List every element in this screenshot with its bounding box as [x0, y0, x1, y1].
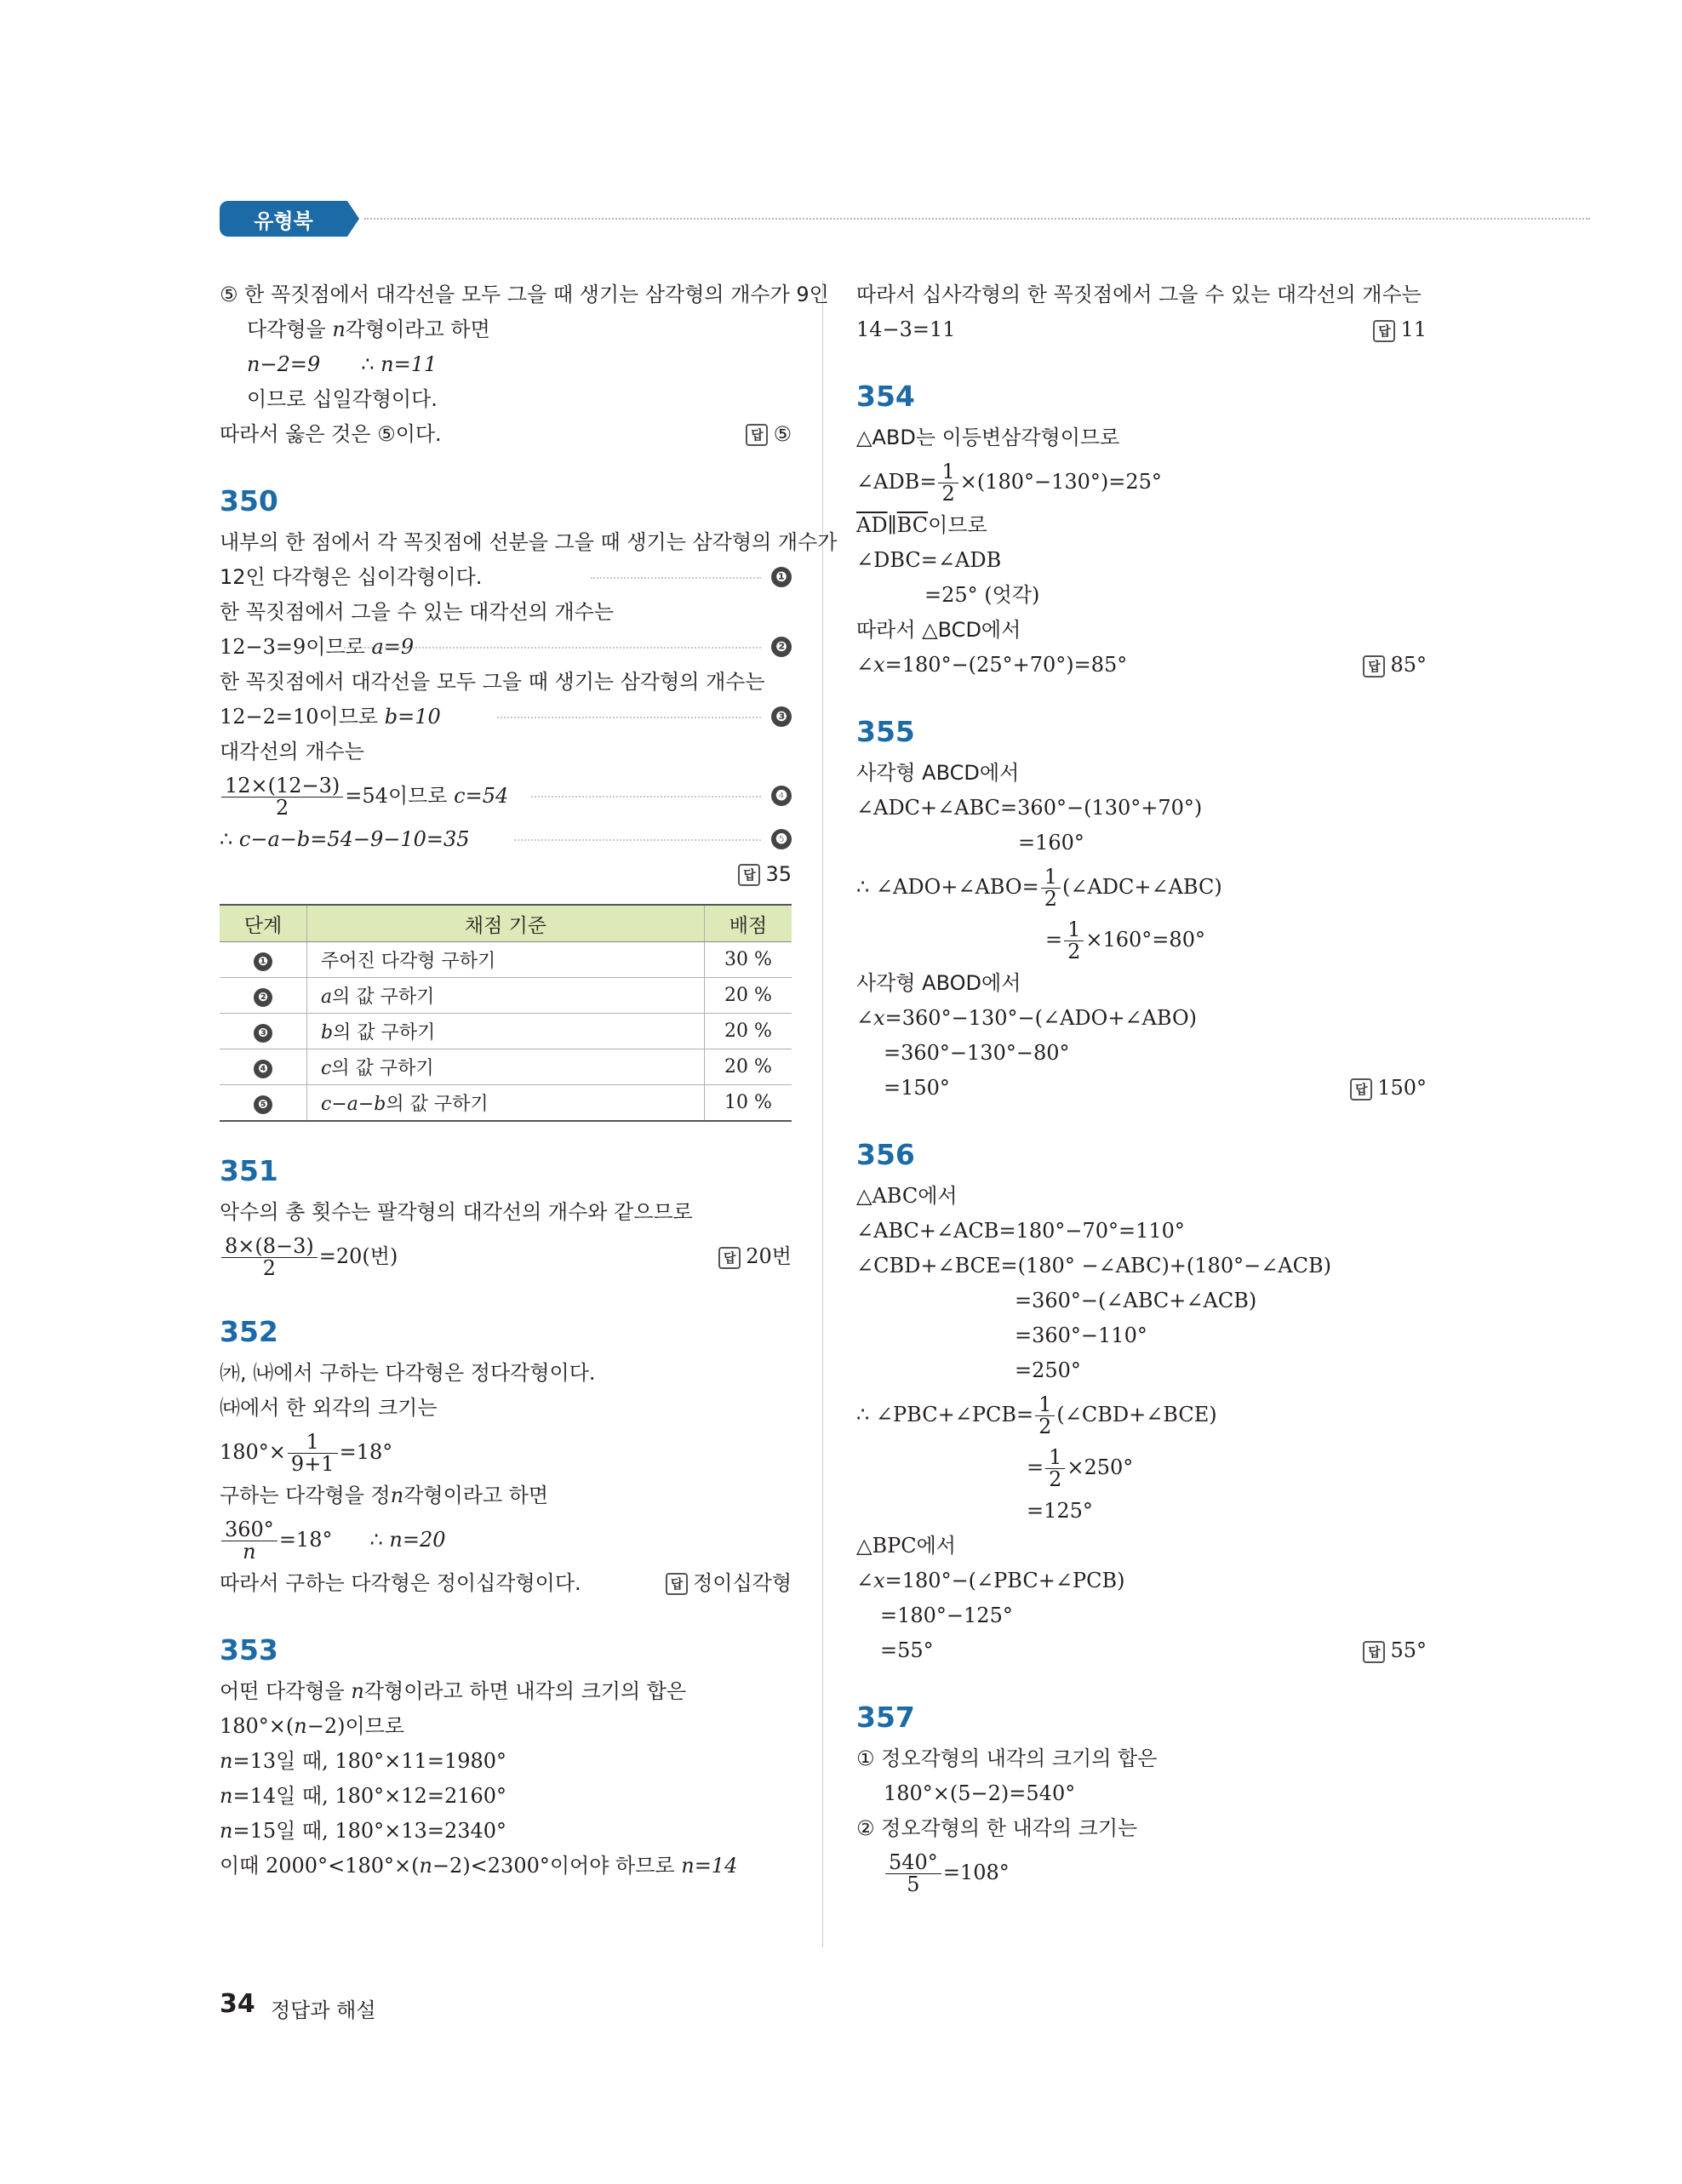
text-line: [220, 857, 792, 892]
equation-line: 180°× $\frac{1}{9+1}$ =18°: [220, 1429, 393, 1476]
equation-line: ∴ c−a−b=54−9−10=35 ❺: [220, 822, 792, 857]
answer-352: 답 정이십각형: [666, 1566, 792, 1601]
table-header: 단계: [220, 905, 307, 942]
equation-line: $\frac{360^\circ}{n}$ =18° ∴ n=20: [220, 1513, 792, 1566]
equation-line: 180°×(5−2)=540°: [884, 1781, 1076, 1805]
text-line: 다각형을 n각형이라고 하면: [247, 317, 490, 341]
equation-line: 180°×(n−2)이므로: [220, 1714, 405, 1738]
equation-line: n=14일 때, 180°×12=2160°: [220, 1784, 507, 1808]
scoring-table: [220, 904, 792, 1122]
equation-line: ∠DBC=∠ADB: [856, 548, 1002, 572]
answer-icon: 답: [1363, 655, 1385, 677]
fraction: $\frac{360^\circ}{n}$: [221, 1519, 277, 1563]
problem-number: 356: [856, 1138, 915, 1171]
step-icon: ❸: [254, 1024, 272, 1043]
table-row: ❸ b의 값 구하기 20 %: [220, 1014, 792, 1049]
text-line: ㈐에서 한 외각의 크기는: [220, 1396, 438, 1420]
equation-line: 이때 2000°<180°×(n−2)<2300°이어야 하므로 n=14: [220, 1854, 738, 1878]
problem-number: 352: [220, 1315, 278, 1348]
equation-line: =160°: [1018, 831, 1084, 855]
answer-351: 답 20번: [718, 1230, 792, 1283]
left-column: [220, 277, 838, 1884]
problem-355: [856, 708, 1427, 1106]
equation-line: ∠ADB= $\frac{1}{2}$ ×(180°−130°)=25°: [856, 459, 1162, 506]
text-line: 따라서 △BCD에서: [856, 618, 1021, 642]
text-line: 대각선의 개수는: [220, 740, 364, 763]
text-line: 한 꼭짓점에서 대각선을 모두 그을 때 생기는 삼각형의 개수는: [220, 670, 765, 694]
problem-353-continued: [856, 277, 1427, 347]
table-row: ❷ a의 값 구하기 20 %: [220, 978, 792, 1014]
text-line: 따라서 구하는 다각형은 정이십각형이다. 답 정이십각형: [220, 1566, 792, 1601]
text-line: 구하는 다각형을 정n각형이라고 하면: [220, 1484, 549, 1507]
equation-line: =360°−110°: [1015, 1324, 1147, 1347]
equation-line: ∴ ∠PBC+∠PCB= $\frac{1}{2}$ (∠CBD+∠BCE): [856, 1392, 1217, 1438]
problem-352: [220, 1308, 792, 1601]
text-line: △BPC에서: [856, 1534, 956, 1558]
equation-line: ∠CBD+∠BCE=(180° −∠ABC)+(180°−∠ACB): [856, 1254, 1331, 1278]
fraction: $\frac{1}{2}$: [1045, 1447, 1065, 1490]
page-number: 34: [220, 1989, 255, 2019]
text-line: $\overline{AD}\parallel\overline{BC}$이므로: [856, 513, 987, 537]
step-3-icon: ❸: [771, 706, 792, 727]
answer-350: 답 35: [738, 857, 792, 892]
header-dotted-rule: [364, 218, 1590, 220]
text-line: ⑤ 한 꼭짓점에서 대각선을 모두 그을 때 생기는 삼각형의 개수가 9인: [220, 283, 829, 306]
problem-349-continued: [220, 277, 829, 452]
equation-line: =125°: [1027, 1499, 1093, 1523]
problem-number: 354: [856, 380, 915, 413]
problem-351: [220, 1147, 792, 1283]
step-2-icon: ❷: [771, 637, 792, 657]
equation-line: =180°−125°: [880, 1604, 1013, 1627]
problem-number: 351: [220, 1154, 278, 1187]
fraction: $\frac{540^\circ}{5}$: [885, 1852, 941, 1895]
equation-line: = $\frac{1}{2}$ ×250°: [1027, 1444, 1134, 1491]
fraction: $\frac{1}{2}$: [1041, 866, 1061, 910]
problem-353: [220, 1627, 792, 1884]
table-header: 배점: [705, 905, 792, 942]
problem-number: 353: [220, 1633, 278, 1667]
text-line: 어떤 다각형을 n각형이라고 하면 내각의 크기의 합은: [220, 1679, 687, 1703]
text-line: 사각형 ABCD에서: [856, 761, 1020, 785]
equation-line: n=13일 때, 180°×11=1980°: [220, 1749, 507, 1773]
section-tag-arrow: [347, 201, 359, 237]
text-line: ① 정오각형의 내각의 크기의 합은: [856, 1747, 1158, 1770]
text-line: 내부의 한 점에서 각 꼭짓점에 선분을 그을 때 생기는 삼각형의 개수가: [220, 530, 838, 554]
equation-line: =55° 답 55°: [856, 1633, 1427, 1668]
equation-line: n=15일 때, 180°×13=2340°: [220, 1819, 507, 1843]
step-icon: ❺: [254, 1095, 272, 1114]
text-line: 악수의 총 횟수는 팔각형의 대각선의 개수와 같으므로: [220, 1200, 693, 1224]
table-header: 채점 기준: [307, 905, 705, 942]
equation-line: =360°−(∠ABC+∠ACB): [1015, 1289, 1257, 1312]
text-line: 따라서 옳은 것은 ⑤이다. 답 ⑤: [220, 417, 792, 452]
answer-354: 답 85°: [1363, 648, 1427, 683]
equation-line: ∠x=180°−(∠PBC+∠PCB): [856, 1569, 1125, 1592]
step-5-icon: ❺: [771, 829, 792, 849]
answer-icon: 답: [666, 1573, 688, 1595]
problem-number: 357: [856, 1701, 915, 1734]
answer-icon: 답: [738, 864, 760, 886]
equation-line: =360°−130°−80°: [884, 1041, 1070, 1065]
equation-line: =150° 답 150°: [856, 1071, 1427, 1106]
text-line: 12인 다각형은 십이각형이다. ❶: [220, 560, 792, 595]
problem-354: [856, 373, 1427, 683]
problem-356: [856, 1131, 1427, 1668]
answer-356: 답 55°: [1363, 1633, 1427, 1668]
text-line: 사각형 ABOD에서: [856, 971, 1021, 995]
text-line: △ABD는 이등변삼각형이므로: [856, 426, 1120, 449]
equation-line: ∠ADC+∠ABC=360°−(130°+70°): [856, 796, 1203, 820]
footer-title: 정답과 해설: [271, 1998, 376, 2022]
equation-line: ∴ ∠ADO+∠ABO= $\frac{1}{2}$ (∠ADC+∠ABC): [856, 864, 1222, 911]
table-row: ❺ c−a−b의 값 구하기 10 %: [220, 1085, 792, 1122]
section-tag-label: 유형북: [254, 209, 313, 233]
text-line: ② 정오각형의 한 내각의 크기는: [856, 1816, 1138, 1840]
answer-349: 답 ⑤: [746, 417, 792, 452]
equation-line: =25° (엇각): [924, 583, 1040, 607]
step-icon: ❹: [254, 1060, 272, 1078]
answer-icon: 답: [1373, 320, 1395, 342]
fraction: $\frac{1}{9+1}$: [288, 1432, 338, 1475]
equation-line: = $\frac{1}{2}$ ×160°=80°: [1045, 917, 1205, 963]
equation-line: 14−3=11 답 11: [856, 312, 1427, 347]
step-4-icon: ❹: [771, 786, 792, 806]
text-line: ㈎, ㈏에서 구하는 다각형은 정다각형이다.: [220, 1361, 596, 1385]
fraction: $\frac{8\times(8-3)}{2}$: [221, 1236, 318, 1279]
right-column: [856, 277, 1427, 1899]
fraction: $\frac{1}{2}$: [1064, 919, 1084, 963]
answer-icon: 답: [746, 424, 768, 446]
text-line: 따라서 십사각형의 한 꼭짓점에서 그을 수 있는 대각선의 개수는: [856, 283, 1422, 306]
answer-353: 답 11: [1373, 312, 1427, 347]
problem-357: [856, 1694, 1427, 1899]
problem-350: [220, 477, 838, 1122]
answer-icon: 답: [1363, 1641, 1385, 1663]
equation-line: $\frac{8\times(8-3)}{2}$ =20(번) 답 20번: [220, 1230, 792, 1283]
equation-line: =250°: [1015, 1358, 1081, 1382]
section-tag: [220, 201, 347, 237]
step-icon: ❶: [254, 952, 272, 971]
table-row: ❹ c의 값 구하기 20 %: [220, 1049, 792, 1085]
text-line: 12−2=10이므로 b=10 ❸: [220, 700, 792, 735]
equation-line: ∠ABC+∠ACB=180°−70°=110°: [856, 1219, 1185, 1243]
equation-line: $\frac{540^\circ}{5}$ =108°: [856, 1846, 1427, 1899]
answer-icon: 답: [1350, 1078, 1372, 1101]
table-row: ❶ 주어진 다각형 구하기 30 %: [220, 942, 792, 978]
fraction: $\frac{1}{2}$: [938, 461, 958, 505]
text-line: 이므로 십일각형이다.: [247, 387, 438, 411]
step-icon: ❷: [254, 988, 272, 1007]
problem-number: 350: [220, 484, 278, 517]
fraction: $\frac{12\times(12-3)}{2}$: [221, 775, 343, 819]
equation-line: $\frac{12\times(12-3)}{2}$ =54이므로 c=54 ❹: [220, 769, 792, 822]
table-header-row: [220, 905, 792, 942]
equation-line: ∠x=360°−130°−(∠ADO+∠ABO): [856, 1006, 1197, 1030]
answer-355: 답 150°: [1350, 1071, 1427, 1106]
step-1-icon: ❶: [771, 567, 792, 587]
answer-icon: 답: [718, 1247, 741, 1269]
equation-line: ∠x=180°−(25°+70°)=85° 답 85°: [856, 648, 1427, 683]
text-line: 한 꼭짓점에서 그을 수 있는 대각선의 개수는: [220, 600, 615, 624]
fraction: $\frac{1}{2}$: [1035, 1394, 1055, 1438]
text-line: 12−3=9이므로 a=9 ❷: [220, 630, 792, 665]
problem-number: 355: [856, 715, 915, 748]
equation-line: n−2=9 ∴ n=11: [247, 352, 438, 376]
text-line: △ABC에서: [856, 1184, 958, 1208]
